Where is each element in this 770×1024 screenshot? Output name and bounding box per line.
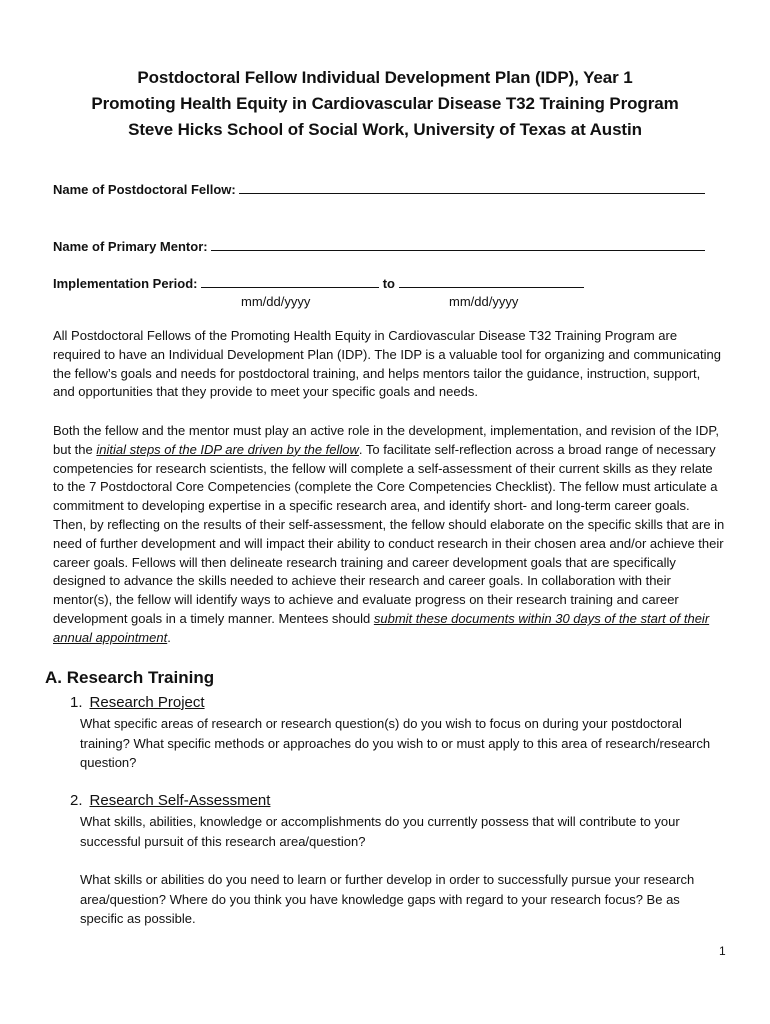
item-number: 2. xyxy=(70,792,83,809)
item-number: 1. xyxy=(70,694,83,711)
implementation-period-label: Implementation Period: xyxy=(53,276,198,291)
research-project-heading xyxy=(70,694,205,711)
research-self-assessment-heading xyxy=(70,792,270,809)
program-title: Promoting Health Equity in Cardiovascular Disease T32 Training Program xyxy=(91,94,679,113)
research-self-assessment-label: Research Self-Assessment xyxy=(89,792,271,809)
fellow-name-field xyxy=(53,180,705,197)
end-date-hint: mm/dd/yyyy xyxy=(449,294,519,309)
self-assessment-question-1: What skills, abilities, knowledge or accomplishments do you currently possess that will contribute to your successful pursuit of this research area/question? xyxy=(80,814,680,849)
start-date-hint: mm/dd/yyyy xyxy=(241,294,311,309)
intro-p2-text-a: Both the fellow and the mentor must play an active role in the development, implementation, and revision of the IDP, but the xyxy=(53,423,720,457)
intro-p2-text-b: . To facilitate self-reflection across a broad range of necessary competencies for research scientists, the fellow will complete a self-assessment of their current skills as they relate to the 7 Postdoctoral Core Competencies (complete the Core Competencies Checklist). The fellow must articulate a commitment to developing expertise in a specific research area, and identify short- and long-term career goals. Then, by reflecting on the results of their self-assessment, the fellow should elaborate on the specific skills that are in need of further development and will impact their ability to conduct research in their chosen area and/or achieve their career goals. Fellows will then delineate research training and career development goals that are specifically designed to advance the skills needed to achieve their research and career goals. In collaboration with their mentor(s), the fellow will identify ways to achieve and evaluate progress on their research training and career development goals in a timely manner. Mentees should xyxy=(53,441,725,626)
fellow-name-label: Name of Postdoctoral Fellow: xyxy=(53,182,236,197)
start-date-blank[interactable] xyxy=(201,274,379,288)
intro-p2-emphasis-fellow: initial steps of the IDP are driven by the fellow xyxy=(96,441,359,457)
intro-paragraph-1: All Postdoctoral Fellows of the Promoting Health Equity in Cardiovascular Disease T32 Training Program are required to have an Individual Development Plan (IDP). The IDP is a valuable tool for organizing and communicating the fellow’s goals and needs for postdoctoral training, and helps mentors tailor the guidance, instruction, support, and opportunities that they provide to meet your specific goals and needs. xyxy=(53,328,721,400)
fellow-name-blank[interactable] xyxy=(239,180,705,194)
self-assessment-question-2: What skills or abilities do you need to learn or further develop in order to successfully pursue your research area/question? Where do you think you have knowledge gaps with regard to your research focus? Be as specific as possible. xyxy=(80,872,695,926)
mentor-name-blank[interactable] xyxy=(211,237,705,251)
mentor-name-field xyxy=(53,237,705,254)
implementation-period-field xyxy=(53,274,584,291)
intro-paragraph-2 xyxy=(53,422,725,648)
section-a-heading: A. Research Training xyxy=(45,668,215,687)
page-number: 1 xyxy=(719,944,726,958)
research-project-question: What specific areas of research or research question(s) do you wish to focus on during your postdoctoral training? What specific methods or approaches do you wish to or must apply to this area of research/research question? xyxy=(80,716,711,770)
mentor-name-label: Name of Primary Mentor: xyxy=(53,239,208,254)
intro-p2-emphasis-deadline: submit these documents within 30 days of the start of their annual appointment xyxy=(53,610,710,645)
intro-p2-text-c: . xyxy=(167,629,171,645)
period-to-label: to xyxy=(382,276,395,291)
institution-title: Steve Hicks School of Social Work, University of Texas at Austin xyxy=(128,120,642,139)
end-date-blank[interactable] xyxy=(399,274,584,288)
document-title: Postdoctoral Fellow Individual Development Plan (IDP), Year 1 xyxy=(137,68,633,87)
research-project-label: Research Project xyxy=(89,694,205,711)
